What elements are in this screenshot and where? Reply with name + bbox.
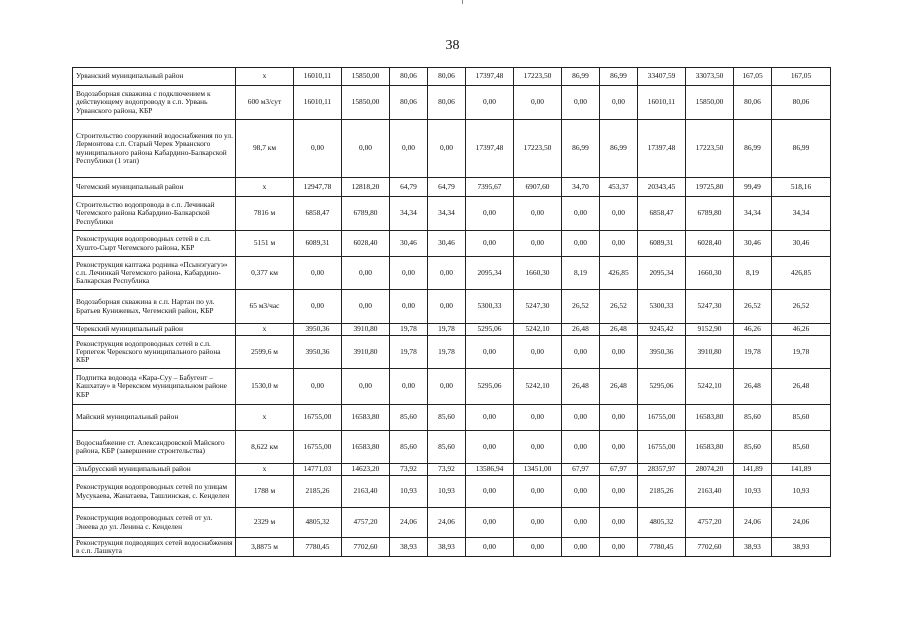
amount-cell: 86,99	[600, 120, 638, 178]
amount-cell: 141,89	[772, 464, 831, 476]
amount-cell: 0,00	[562, 508, 600, 538]
capacity-cell: 2329 м	[236, 508, 294, 538]
amount-cell: 0,00	[514, 476, 562, 508]
amount-cell: 0,00	[428, 120, 466, 178]
amount-cell: 17397,48	[638, 120, 686, 178]
amount-cell: 20343,45	[638, 178, 686, 197]
amount-cell: 0,00	[600, 86, 638, 120]
amount-cell: 0,00	[562, 86, 600, 120]
amount-cell: 13586,94	[466, 464, 514, 476]
amount-cell: 9152,90	[686, 324, 734, 336]
amount-cell: 7780,45	[638, 538, 686, 557]
amount-cell: 73,92	[390, 464, 428, 476]
capacity-cell: 8,622 км	[236, 431, 294, 464]
amount-cell: 16755,00	[638, 405, 686, 431]
amount-cell: 19,78	[428, 324, 466, 336]
amount-cell: 26,52	[600, 290, 638, 324]
amount-cell: 6907,60	[514, 178, 562, 197]
amount-cell: 19,78	[734, 336, 772, 369]
capacity-cell: х	[236, 464, 294, 476]
amount-cell: 5295,06	[466, 324, 514, 336]
amount-cell: 30,46	[428, 231, 466, 257]
amount-cell: 0,00	[466, 508, 514, 538]
amount-cell: 86,99	[562, 120, 600, 178]
amount-cell: 85,60	[390, 405, 428, 431]
amount-cell: 0,00	[600, 538, 638, 557]
amount-cell: 10,93	[428, 476, 466, 508]
table-row	[73, 324, 831, 336]
amount-cell: 5242,10	[514, 324, 562, 336]
amount-cell: 6858,47	[294, 197, 342, 231]
amount-cell: 34,34	[390, 197, 428, 231]
amount-cell: 67,97	[600, 464, 638, 476]
object-name-cell: Водозаборная скважина с подключением к действующему водопроводу в с.п. Урвань Урванского района, КБР	[73, 86, 236, 120]
amount-cell: 0,00	[600, 476, 638, 508]
amount-cell: 6789,80	[686, 197, 734, 231]
amount-cell: 17223,50	[514, 120, 562, 178]
amount-cell: 19725,80	[686, 178, 734, 197]
table-row	[73, 120, 831, 178]
amount-cell: 2185,26	[638, 476, 686, 508]
amount-cell: 0,00	[390, 257, 428, 290]
amount-cell: 17397,48	[466, 120, 514, 178]
amount-cell: 26,52	[734, 290, 772, 324]
amount-cell: 5242,10	[514, 369, 562, 405]
amount-cell: 34,70	[562, 178, 600, 197]
amount-cell: 34,34	[734, 197, 772, 231]
amount-cell: 0,00	[466, 197, 514, 231]
amount-cell: 0,00	[514, 336, 562, 369]
amount-cell: 2185,26	[294, 476, 342, 508]
amount-cell: 0,00	[600, 231, 638, 257]
amount-cell: 5242,10	[686, 369, 734, 405]
amount-cell: 38,93	[428, 538, 466, 557]
table-row	[73, 538, 831, 557]
amount-cell: 3950,36	[294, 324, 342, 336]
amount-cell: 0,00	[466, 86, 514, 120]
amount-cell: 4805,32	[638, 508, 686, 538]
amount-cell: 5300,33	[638, 290, 686, 324]
amount-cell: 1660,30	[686, 257, 734, 290]
object-name-cell: Подпитка водовода «Кара-Суу – Бабугент – Кашхатау» в Черекском муниципальном районе КБР	[73, 369, 236, 405]
amount-cell: 0,00	[294, 290, 342, 324]
amount-cell: 0,00	[562, 405, 600, 431]
amount-cell: 80,06	[772, 86, 831, 120]
object-name-cell: Чегемский муниципальный район	[73, 178, 236, 197]
amount-cell: 0,00	[600, 431, 638, 464]
amount-cell: 0,00	[600, 197, 638, 231]
amount-cell: 5295,06	[638, 369, 686, 405]
capacity-cell: 1530,0 м	[236, 369, 294, 405]
capacity-cell: 98,7 км	[236, 120, 294, 178]
amount-cell: 16755,00	[294, 431, 342, 464]
capacity-cell: х	[236, 178, 294, 197]
amount-cell: 64,79	[428, 178, 466, 197]
object-name-cell: Черекский муниципальный район	[73, 324, 236, 336]
table-row	[73, 464, 831, 476]
amount-cell: 86,99	[600, 68, 638, 86]
capacity-cell: 2599,6 м	[236, 336, 294, 369]
amount-cell: 19,78	[390, 336, 428, 369]
amount-cell: 19,78	[390, 324, 428, 336]
amount-cell: 0,00	[600, 405, 638, 431]
amount-cell: 15850,00	[342, 68, 390, 86]
amount-cell: 80,06	[390, 68, 428, 86]
amount-cell: 0,00	[428, 257, 466, 290]
amount-cell: 14771,03	[294, 464, 342, 476]
amount-cell: 16583,80	[342, 431, 390, 464]
amount-cell: 0,00	[514, 197, 562, 231]
amount-cell: 73,92	[428, 464, 466, 476]
object-name-cell: Реконструкция водопроводных сетей в с.п. Герпегеж Черекского муниципального района КБР	[73, 336, 236, 369]
object-name-cell: Эльбрусский муниципальный район	[73, 464, 236, 476]
amount-cell: 2095,34	[466, 257, 514, 290]
table-row	[73, 405, 831, 431]
amount-cell: 16755,00	[638, 431, 686, 464]
amount-cell: 26,48	[562, 369, 600, 405]
amount-cell: 86,99	[734, 120, 772, 178]
amount-cell: 28357,97	[638, 464, 686, 476]
amount-cell: 30,46	[734, 231, 772, 257]
amount-cell: 7395,67	[466, 178, 514, 197]
capacity-cell: 600 м3/сут	[236, 86, 294, 120]
amount-cell: 8,19	[562, 257, 600, 290]
amount-cell: 2163,40	[686, 476, 734, 508]
amount-cell: 6028,40	[342, 231, 390, 257]
amount-cell: 0,00	[514, 86, 562, 120]
amount-cell: 46,26	[772, 324, 831, 336]
amount-cell: 0,00	[562, 476, 600, 508]
object-name-cell: Строительство сооружений водоснабжения по ул. Лермонтова с.п. Старый Черек Урванского муниципального района Кабардино-Балкарской Республики (1 этап)	[73, 120, 236, 178]
object-name-cell: Урванский муниципальный район	[73, 68, 236, 86]
object-name-cell: Майский муниципальный район	[73, 405, 236, 431]
amount-cell: 13451,00	[514, 464, 562, 476]
amount-cell: 30,46	[772, 231, 831, 257]
table-row	[73, 197, 831, 231]
budget-table	[72, 67, 831, 557]
amount-cell: 26,48	[562, 324, 600, 336]
amount-cell: 24,06	[734, 508, 772, 538]
amount-cell: 7702,60	[686, 538, 734, 557]
amount-cell: 0,00	[466, 405, 514, 431]
amount-cell: 3910,80	[686, 336, 734, 369]
amount-cell: 0,00	[466, 431, 514, 464]
capacity-cell: 65 м3/час	[236, 290, 294, 324]
amount-cell: 0,00	[294, 369, 342, 405]
amount-cell: 0,00	[390, 369, 428, 405]
amount-cell: 2163,40	[342, 476, 390, 508]
amount-cell: 0,00	[600, 508, 638, 538]
amount-cell: 14623,20	[342, 464, 390, 476]
amount-cell: 6858,47	[638, 197, 686, 231]
amount-cell: 16583,80	[686, 431, 734, 464]
table-row	[73, 290, 831, 324]
amount-cell: 4757,20	[686, 508, 734, 538]
amount-cell: 5295,06	[466, 369, 514, 405]
amount-cell: 9245,42	[638, 324, 686, 336]
amount-cell: 5300,33	[466, 290, 514, 324]
amount-cell: 38,93	[734, 538, 772, 557]
amount-cell: 3910,80	[342, 324, 390, 336]
table-row	[73, 178, 831, 197]
amount-cell: 10,93	[772, 476, 831, 508]
amount-cell: 33407,59	[638, 68, 686, 86]
object-name-cell: Водоснабжение ст. Александровской Майского района, КБР (завершение строительства)	[73, 431, 236, 464]
table-row	[73, 86, 831, 120]
amount-cell: 5247,30	[686, 290, 734, 324]
object-name-cell: Реконструкция каптажа родника «Псынэгуагуэ» с.п. Лечинкай Чегемского района, Кабардино-Балкарская Республика	[73, 257, 236, 290]
amount-cell: 33073,50	[686, 68, 734, 86]
amount-cell: 0,00	[562, 197, 600, 231]
amount-cell: 4805,32	[294, 508, 342, 538]
amount-cell: 0,00	[342, 120, 390, 178]
amount-cell: 3950,36	[638, 336, 686, 369]
amount-cell: 6789,80	[342, 197, 390, 231]
amount-cell: 0,00	[466, 476, 514, 508]
amount-cell: 0,00	[390, 120, 428, 178]
amount-cell: 6028,40	[686, 231, 734, 257]
capacity-cell: 5151 м	[236, 231, 294, 257]
table-row	[73, 431, 831, 464]
amount-cell: 34,34	[772, 197, 831, 231]
capacity-cell: х	[236, 324, 294, 336]
amount-cell: 86,99	[772, 120, 831, 178]
amount-cell: 0,00	[562, 336, 600, 369]
object-name-cell: Реконструкция водопроводных сетей от ул. Энеева до ул. Ленина с. Кенделен	[73, 508, 236, 538]
amount-cell: 34,34	[428, 197, 466, 231]
amount-cell: 7702,60	[342, 538, 390, 557]
amount-cell: 26,48	[734, 369, 772, 405]
capacity-cell: 0,377 км	[236, 257, 294, 290]
amount-cell: 0,00	[428, 290, 466, 324]
amount-cell: 0,00	[390, 290, 428, 324]
capacity-cell: 3,8875 м	[236, 538, 294, 557]
amount-cell: 85,60	[428, 431, 466, 464]
amount-cell: 15850,00	[342, 86, 390, 120]
amount-cell: 17223,50	[686, 120, 734, 178]
page-number: 38	[445, 38, 460, 53]
amount-cell: 26,48	[600, 369, 638, 405]
amount-cell: 0,00	[514, 508, 562, 538]
amount-cell: 7780,45	[294, 538, 342, 557]
amount-cell: 26,48	[772, 369, 831, 405]
amount-cell: 16583,80	[342, 405, 390, 431]
amount-cell: 64,79	[390, 178, 428, 197]
amount-cell: 85,60	[772, 431, 831, 464]
amount-cell: 24,06	[390, 508, 428, 538]
amount-cell: 8,19	[734, 257, 772, 290]
amount-cell: 16583,80	[686, 405, 734, 431]
amount-cell: 16010,11	[294, 86, 342, 120]
amount-cell: 453,37	[600, 178, 638, 197]
amount-cell: 5247,30	[514, 290, 562, 324]
table-row	[73, 476, 831, 508]
amount-cell: 2095,34	[638, 257, 686, 290]
amount-cell: 0,00	[514, 405, 562, 431]
amount-cell: 426,85	[772, 257, 831, 290]
amount-cell: 85,60	[428, 405, 466, 431]
object-name-cell: Реконструкция водопроводных сетей по улицам Мусукаева, Жанатаева, Ташлинская, с. Кенделен	[73, 476, 236, 508]
amount-cell: 80,06	[734, 86, 772, 120]
amount-cell: 0,00	[514, 431, 562, 464]
scan-edge-mark	[462, 0, 463, 4]
amount-cell: 0,00	[466, 336, 514, 369]
amount-cell: 6089,31	[294, 231, 342, 257]
amount-cell: 3950,36	[294, 336, 342, 369]
amount-cell: 1660,30	[514, 257, 562, 290]
amount-cell: 16010,11	[638, 86, 686, 120]
amount-cell: 26,48	[600, 324, 638, 336]
capacity-cell: х	[236, 68, 294, 86]
capacity-cell: х	[236, 405, 294, 431]
amount-cell: 24,06	[428, 508, 466, 538]
amount-cell: 3910,80	[342, 336, 390, 369]
amount-cell: 86,99	[562, 68, 600, 86]
amount-cell: 10,93	[390, 476, 428, 508]
amount-cell: 16010,11	[294, 68, 342, 86]
amount-cell: 80,06	[428, 68, 466, 86]
amount-cell: 518,16	[772, 178, 831, 197]
amount-cell: 0,00	[342, 290, 390, 324]
amount-cell: 17397,48	[466, 68, 514, 86]
amount-cell: 0,00	[294, 120, 342, 178]
amount-cell: 10,93	[734, 476, 772, 508]
amount-cell: 0,00	[466, 538, 514, 557]
amount-cell: 80,06	[390, 86, 428, 120]
amount-cell: 12818,20	[342, 178, 390, 197]
amount-cell: 17223,50	[514, 68, 562, 86]
amount-cell: 0,00	[562, 431, 600, 464]
amount-cell: 426,85	[600, 257, 638, 290]
amount-cell: 24,06	[772, 508, 831, 538]
capacity-cell: 1788 м	[236, 476, 294, 508]
amount-cell: 0,00	[600, 336, 638, 369]
table-row	[73, 231, 831, 257]
amount-cell: 0,00	[428, 369, 466, 405]
amount-cell: 0,00	[514, 231, 562, 257]
amount-cell: 19,78	[428, 336, 466, 369]
amount-cell: 99,49	[734, 178, 772, 197]
object-name-cell: Реконструкция водопроводных сетей в с.п. Хушто-Сырт Чегемского района, КБР	[73, 231, 236, 257]
object-name-cell: Строительство водопровода в с.п. Лечинкай Чегемского района Кабардино-Балкарской Республики	[73, 197, 236, 231]
amount-cell: 85,60	[734, 431, 772, 464]
table-row	[73, 369, 831, 405]
amount-cell: 0,00	[466, 231, 514, 257]
amount-cell: 67,97	[562, 464, 600, 476]
table-row	[73, 508, 831, 538]
amount-cell: 6089,31	[638, 231, 686, 257]
amount-cell: 15850,00	[686, 86, 734, 120]
amount-cell: 19,78	[772, 336, 831, 369]
amount-cell: 80,06	[428, 86, 466, 120]
amount-cell: 141,89	[734, 464, 772, 476]
amount-cell: 0,00	[342, 257, 390, 290]
amount-cell: 4757,20	[342, 508, 390, 538]
amount-cell: 0,00	[514, 538, 562, 557]
table-row	[73, 257, 831, 290]
amount-cell: 26,52	[772, 290, 831, 324]
amount-cell: 28074,20	[686, 464, 734, 476]
table-row	[73, 68, 831, 86]
object-name-cell: Реконструкция подводящих сетей водоснабжения в с.п. Лашкута	[73, 538, 236, 557]
amount-cell: 0,00	[562, 538, 600, 557]
amount-cell: 0,00	[294, 257, 342, 290]
amount-cell: 38,93	[390, 538, 428, 557]
amount-cell: 167,05	[772, 68, 831, 86]
object-name-cell: Водозаборная скважина в с.п. Нартан по ул. Братьев Кунижевых, Чегемский район, КБР	[73, 290, 236, 324]
amount-cell: 167,05	[734, 68, 772, 86]
table-body	[73, 68, 831, 557]
capacity-cell: 7816 м	[236, 197, 294, 231]
amount-cell: 46,26	[734, 324, 772, 336]
amount-cell: 0,00	[562, 231, 600, 257]
amount-cell: 38,93	[772, 538, 831, 557]
amount-cell: 85,60	[734, 405, 772, 431]
amount-cell: 85,60	[772, 405, 831, 431]
amount-cell: 16755,00	[294, 405, 342, 431]
amount-cell: 85,60	[390, 431, 428, 464]
table-row	[73, 336, 831, 369]
amount-cell: 12947,78	[294, 178, 342, 197]
amount-cell: 30,46	[390, 231, 428, 257]
amount-cell: 0,00	[342, 369, 390, 405]
amount-cell: 26,52	[562, 290, 600, 324]
